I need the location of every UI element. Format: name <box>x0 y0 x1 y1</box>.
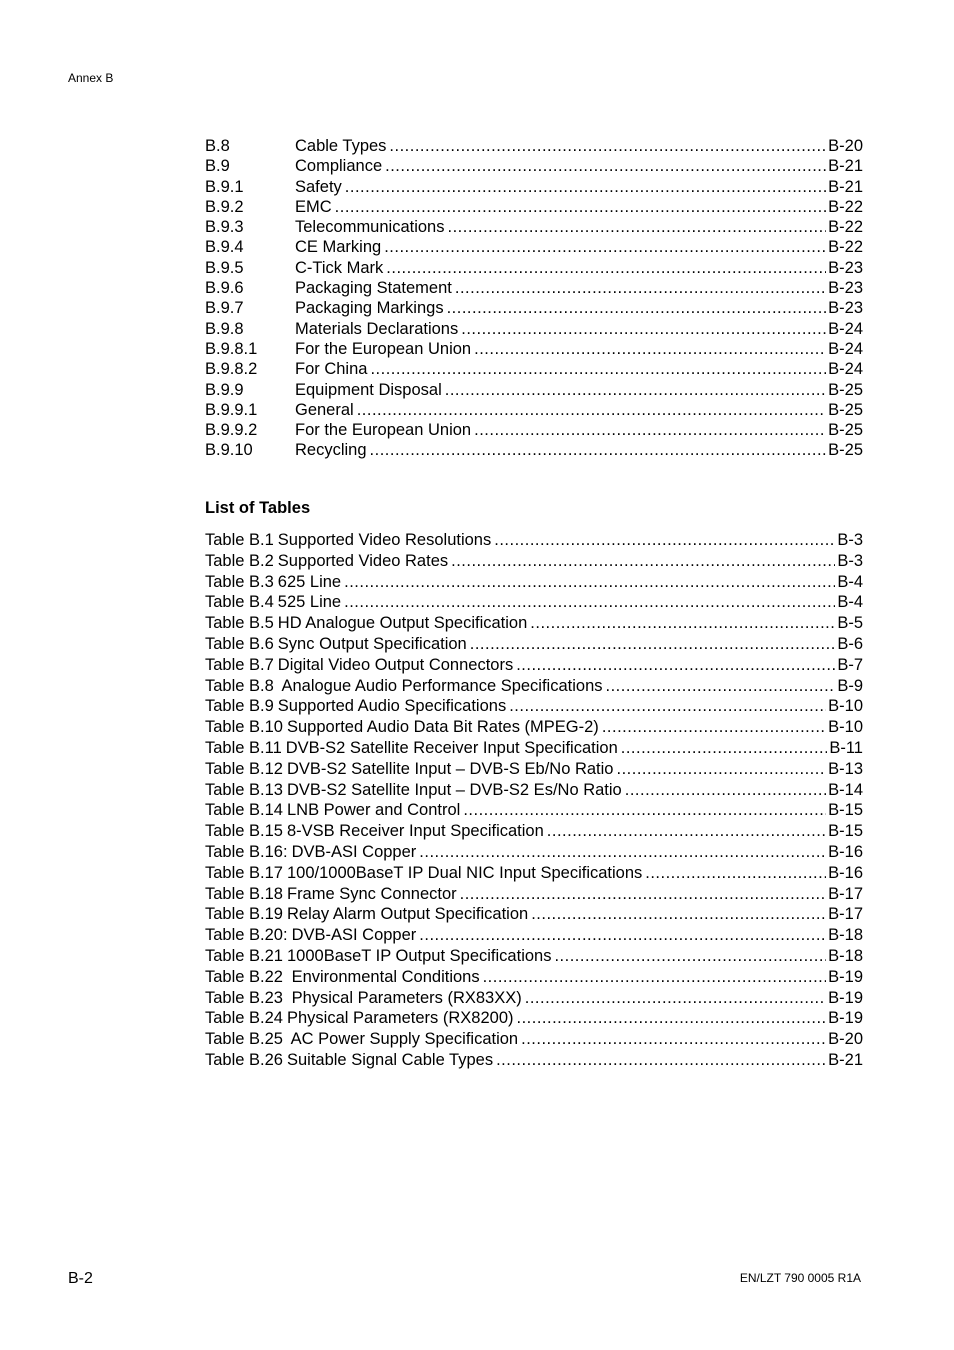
dot-leader <box>370 440 827 460</box>
entry-number: B.9.4 <box>205 238 244 257</box>
entry-title: C-Tick Mark <box>295 258 384 277</box>
table-entry[interactable] <box>205 821 863 842</box>
entry-page-number: B-17 <box>828 884 863 903</box>
dot-leader <box>483 967 827 988</box>
entry-title: Frame Sync Connector <box>286 884 457 903</box>
entry-title: LNB Power and Control <box>286 801 461 820</box>
entry-number: Table B.21 <box>205 946 283 965</box>
document-reference: EN/LZT 790 0005 R1A <box>739 1271 861 1285</box>
entry-number: Table B.16: <box>205 842 288 861</box>
entry-number: B.9.7 <box>205 299 244 318</box>
table-entry[interactable] <box>205 988 863 1009</box>
entry-number: Table B.6 <box>205 634 274 653</box>
dot-leader <box>455 278 826 298</box>
entry-title: Supported Video Rates <box>277 551 449 570</box>
entry-title: Materials Declarations <box>295 319 459 338</box>
entry-number: Table B.3 <box>205 572 274 591</box>
entry-title: 100/1000BaseT IP Dual NIC Input Specifications <box>286 863 643 882</box>
entry-number: Table B.10 <box>205 718 283 737</box>
entry-page-number: B-22 <box>828 218 863 237</box>
dot-leader <box>494 530 835 551</box>
dot-leader <box>419 925 826 946</box>
entry-page-number: B-23 <box>828 279 863 298</box>
entry-page-number: B-16 <box>828 842 863 861</box>
entry-number: B.9.2 <box>205 197 244 216</box>
table-entry[interactable] <box>205 634 863 655</box>
entry-number: Table B.9 <box>205 697 274 716</box>
entry-page-number: B-25 <box>828 400 863 419</box>
entry-page-number: B-11 <box>829 738 863 757</box>
entry-page-number: B-20 <box>828 137 863 155</box>
table-entry[interactable] <box>205 551 863 572</box>
entry-title: Sync Output Specification <box>277 634 467 653</box>
list-of-tables-heading: List of Tables <box>205 499 311 517</box>
entry-number: Table B.5 <box>205 614 274 633</box>
dot-leader <box>516 655 835 676</box>
section-entry[interactable] <box>205 359 863 379</box>
entry-title: Telecommunications <box>295 218 445 237</box>
entry-page-number: B-23 <box>828 258 863 277</box>
table-entry[interactable] <box>205 655 863 676</box>
entry-page-number: B-3 <box>837 551 863 570</box>
entry-title: Packaging Statement <box>295 279 452 298</box>
entry-title: DVB-S2 Satellite Input – DVB-S Eb/No Ratio <box>286 759 614 778</box>
section-entry[interactable] <box>205 197 863 217</box>
entry-page-number: B-15 <box>828 801 863 820</box>
dot-leader <box>517 1008 827 1029</box>
dot-leader <box>460 884 827 905</box>
entry-title: Suitable Signal Cable Types <box>286 1050 494 1069</box>
table-entry[interactable] <box>205 780 863 801</box>
dot-leader <box>554 946 826 967</box>
entry-title: For the European Union <box>295 421 472 440</box>
entry-title: Relay Alarm Output Specification <box>286 905 529 924</box>
entry-page-number: B-9 <box>837 676 863 695</box>
section-entry[interactable] <box>205 258 863 278</box>
table-entry[interactable] <box>205 676 863 697</box>
entry-number: Table B.19 <box>205 905 283 924</box>
entry-title: Supported Audio Data Bit Rates (MPEG-2) <box>286 718 599 737</box>
entry-page-number: B-15 <box>828 822 863 841</box>
entry-page-number: B-13 <box>828 759 863 778</box>
dot-leader <box>470 634 836 655</box>
table-entry[interactable] <box>205 842 863 863</box>
entry-page-number: B-18 <box>828 946 863 965</box>
entry-page-number: B-19 <box>828 1009 863 1028</box>
entry-title: Safety <box>295 177 342 196</box>
entry-title: For China <box>295 360 368 379</box>
table-entry[interactable] <box>205 946 863 967</box>
dot-leader <box>531 904 826 925</box>
table-entry[interactable] <box>205 717 863 738</box>
entry-title: DVB-ASI Copper <box>291 842 417 861</box>
entry-number: B.9.3 <box>205 218 244 237</box>
section-contents-list <box>205 136 863 461</box>
entry-number: B.8 <box>205 137 230 155</box>
section-entry[interactable] <box>205 380 863 400</box>
entry-page-number: B-24 <box>828 339 863 358</box>
dot-leader <box>521 1029 826 1050</box>
dot-leader <box>547 821 826 842</box>
dot-leader <box>419 842 826 863</box>
entry-page-number: B-25 <box>828 380 863 399</box>
entry-number: B.9.5 <box>205 258 244 277</box>
entry-page-number: B-4 <box>837 572 863 591</box>
dot-leader <box>496 1050 826 1071</box>
entry-number: B.9.9.2 <box>205 421 258 440</box>
entry-number: Table B.26 <box>205 1050 283 1069</box>
entry-number: Table B.13 <box>205 780 283 799</box>
dot-leader <box>461 319 826 339</box>
entry-title: DVB-S2 Satellite Input – DVB-S2 Es/No Ratio <box>286 780 622 799</box>
entry-number: Table B.1 <box>205 531 274 549</box>
dot-leader <box>463 800 826 821</box>
table-entry[interactable] <box>205 572 863 593</box>
entry-page-number: B-24 <box>828 319 863 338</box>
entry-page-number: B-16 <box>828 863 863 882</box>
table-entry[interactable] <box>205 967 863 988</box>
table-entry[interactable] <box>205 863 863 884</box>
entry-number: Table B.17 <box>205 863 283 882</box>
entry-page-number: B-17 <box>828 905 863 924</box>
entry-title: DVB-ASI Copper <box>291 926 417 945</box>
entry-title: Physical Parameters (RX8200) <box>286 1009 514 1028</box>
table-entry[interactable] <box>205 613 863 634</box>
table-entry[interactable] <box>205 759 863 780</box>
dot-leader <box>386 258 826 278</box>
dot-leader <box>335 197 826 217</box>
dot-leader <box>451 551 835 572</box>
table-entry[interactable] <box>205 738 863 759</box>
dot-leader <box>357 400 826 420</box>
entry-title: Equipment Disposal <box>295 380 442 399</box>
entry-number: Table B.22 <box>205 967 283 986</box>
dot-leader <box>445 380 826 400</box>
entry-title: Supported Audio Specifications <box>277 697 507 716</box>
table-entry[interactable] <box>205 925 863 946</box>
entry-title: Digital Video Output Connectors <box>277 655 514 674</box>
entry-number: Table B.4 <box>205 593 274 612</box>
dot-leader <box>447 298 827 318</box>
dot-leader <box>602 717 826 738</box>
dot-leader <box>344 592 835 613</box>
entry-title: Recycling <box>295 441 367 460</box>
entry-title: Cable Types <box>295 137 387 155</box>
section-entry[interactable] <box>205 156 863 176</box>
entry-page-number: B-7 <box>837 655 863 674</box>
dot-leader <box>474 420 826 440</box>
entry-title: CE Marking <box>295 238 382 257</box>
entry-title: 8-VSB Receiver Input Specification <box>286 822 544 841</box>
entry-title: Environmental Conditions <box>286 967 480 986</box>
entry-page-number: B-3 <box>837 531 863 549</box>
table-entry[interactable] <box>205 884 863 905</box>
entry-number: B.9.9.1 <box>205 400 258 419</box>
entry-title: 625 Line <box>277 572 342 591</box>
entry-number: Table B.11 <box>205 738 282 757</box>
section-entry[interactable] <box>205 420 863 440</box>
entry-number: B.9.8 <box>205 319 244 338</box>
entry-page-number: B-6 <box>837 634 863 653</box>
entry-page-number: B-18 <box>828 926 863 945</box>
entry-title: EMC <box>295 197 332 216</box>
entry-title: Packaging Markings <box>295 299 444 318</box>
entry-number: B.9.6 <box>205 279 244 298</box>
entry-title: Analogue Audio Performance Specifications <box>277 676 603 695</box>
entry-number: Table B.2 <box>205 551 274 570</box>
entry-page-number: B-21 <box>828 157 863 176</box>
table-entry[interactable] <box>205 696 863 717</box>
section-entry[interactable] <box>205 217 863 237</box>
entry-number: Table B.8 <box>205 676 274 695</box>
entry-number: B.9 <box>205 157 230 176</box>
table-entry[interactable] <box>205 1008 863 1029</box>
dot-leader <box>370 359 826 379</box>
entry-number: Table B.18 <box>205 884 283 903</box>
entry-page-number: B-21 <box>828 177 863 196</box>
entry-page-number: B-4 <box>837 593 863 612</box>
dot-leader <box>474 339 826 359</box>
entry-number: Table B.12 <box>205 759 283 778</box>
section-entry[interactable] <box>205 177 863 197</box>
entry-number: B.9.8.2 <box>205 360 258 379</box>
table-entry[interactable] <box>205 530 863 551</box>
entry-title: HD Analogue Output Specification <box>277 614 528 633</box>
dot-leader <box>344 572 835 593</box>
table-entry[interactable] <box>205 800 863 821</box>
entry-title: Supported Video Resolutions <box>277 531 492 549</box>
dot-leader <box>606 676 836 697</box>
entry-page-number: B-14 <box>828 780 863 799</box>
entry-number: Table B.15 <box>205 822 283 841</box>
entry-title: DVB-S2 Satellite Receiver Input Specification <box>285 738 618 757</box>
section-entry[interactable] <box>205 440 863 460</box>
entry-page-number: B-24 <box>828 360 863 379</box>
entry-title: AC Power Supply Specification <box>286 1030 519 1049</box>
entry-page-number: B-5 <box>837 614 863 633</box>
entry-page-number: B-22 <box>828 197 863 216</box>
table-entry[interactable] <box>205 1050 863 1071</box>
entry-title: General <box>295 400 354 419</box>
entry-number: Table B.20: <box>205 926 288 945</box>
entry-page-number: B-21 <box>828 1050 863 1069</box>
section-entry[interactable] <box>205 298 863 318</box>
entry-title: 1000BaseT IP Output Specifications <box>286 946 552 965</box>
entry-page-number: B-19 <box>828 967 863 986</box>
entry-number: Table B.25 <box>205 1030 283 1049</box>
dot-leader <box>345 177 826 197</box>
entry-number: Table B.14 <box>205 801 283 820</box>
dot-leader <box>447 217 826 237</box>
dot-leader <box>530 613 835 634</box>
entry-page-number: B-25 <box>828 441 863 460</box>
dot-leader <box>384 237 826 257</box>
section-entry[interactable] <box>205 237 863 257</box>
dot-leader <box>625 780 826 801</box>
section-entry[interactable] <box>205 319 863 339</box>
entry-number: B.9.1 <box>205 177 244 196</box>
dot-leader <box>525 988 826 1009</box>
dot-leader <box>616 759 826 780</box>
entry-number: Table B.23 <box>205 988 283 1007</box>
section-entry[interactable] <box>205 339 863 359</box>
entry-page-number: B-10 <box>828 718 863 737</box>
page-number: B-2 <box>68 1270 93 1287</box>
table-entry[interactable] <box>205 1029 863 1050</box>
dot-leader <box>389 136 826 156</box>
section-entry[interactable] <box>205 136 863 156</box>
entry-page-number: B-25 <box>828 421 863 440</box>
dot-leader <box>509 696 826 717</box>
entry-number: B.9.10 <box>205 441 253 460</box>
entry-title: 525 Line <box>277 593 342 612</box>
entry-title: Compliance <box>295 157 383 176</box>
section-entry[interactable] <box>205 400 863 420</box>
entry-page-number: B-10 <box>828 697 863 716</box>
entry-title: Physical Parameters (RX83XX) <box>286 988 522 1007</box>
section-entry[interactable] <box>205 278 863 298</box>
running-header: Annex B <box>68 71 114 85</box>
dot-leader <box>385 156 826 176</box>
entry-title: For the European Union <box>295 339 472 358</box>
table-entry[interactable] <box>205 592 863 613</box>
entry-page-number: B-20 <box>828 1030 863 1049</box>
dot-leader <box>645 863 826 884</box>
dot-leader <box>621 738 828 759</box>
entry-page-number: B-19 <box>828 988 863 1007</box>
entry-page-number: B-23 <box>828 299 863 318</box>
entry-number: B.9.8.1 <box>205 339 258 358</box>
entry-page-number: B-22 <box>828 238 863 257</box>
entry-number: B.9.9 <box>205 380 244 399</box>
list-of-tables <box>205 530 863 1071</box>
entry-number: Table B.7 <box>205 655 274 674</box>
entry-number: Table B.24 <box>205 1009 283 1028</box>
table-entry[interactable] <box>205 904 863 925</box>
